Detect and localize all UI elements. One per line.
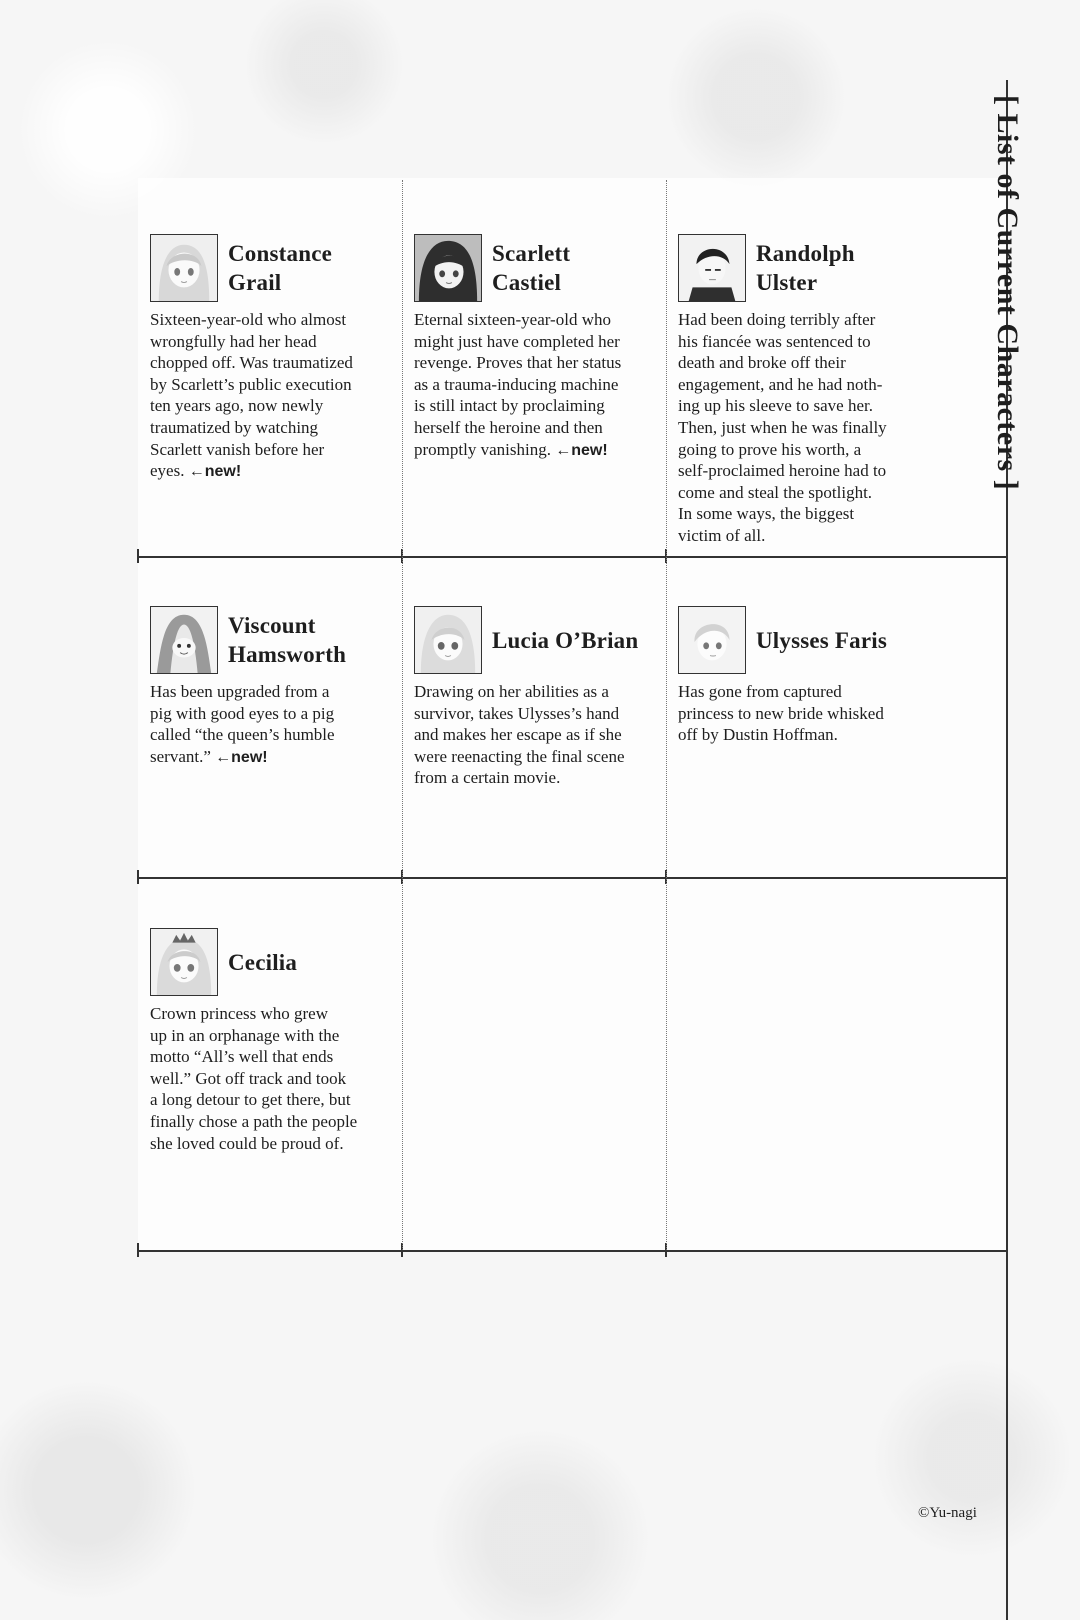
- character-description: Has gone from captured princess to new bride whisked off by Dustin Hoffman.: [678, 682, 884, 745]
- row-divider-3: [138, 1250, 1006, 1252]
- character-name: Randolph Ulster: [756, 241, 855, 295]
- character-description: Has been upgraded from a pig with good eyes to a pig called “the queen’s humble servant.” ←new!: [150, 682, 335, 766]
- character-card-ulysses: [678, 604, 914, 746]
- blonde-girl-portrait-icon: [414, 606, 482, 674]
- column-divider-1: [402, 180, 403, 1250]
- light-haired-girl-portrait-icon: [150, 234, 218, 302]
- character-description: Sixteen-year-old who almost wrongfully had her head chopped off. Was traumatized by Scarlett’s public execution ten years ago, now newly traumatized by watching Scarlett vanish before her eyes. ←new!: [150, 310, 353, 481]
- character-name: Viscount Hamsworth: [228, 613, 347, 667]
- short-haired-boy-portrait-icon: [678, 606, 746, 674]
- character-description: Eternal sixteen-year-old who might just have completed her revenge. Proves that her status as a trauma-inducing machine is still intact by proclaiming herself the heroine and then promptly vanishing. ←new!: [414, 310, 622, 459]
- character-description: Crown princess who grew up in an orphanage with the motto “All’s well that ends well.” Got off track and took a long detour to get there, but finally chose a path the people she loved could be proud of.: [150, 1004, 358, 1153]
- row-tick-2: [137, 870, 139, 884]
- side-title: [ List of Current Characters ]: [991, 95, 1024, 491]
- character-card-hamsworth: [150, 604, 386, 768]
- new-badge: ←new!: [555, 441, 608, 459]
- character-name: Scarlett Castiel: [492, 241, 571, 295]
- character-name: Cecilia: [228, 949, 298, 975]
- character-name: Ulysses Faris: [756, 627, 888, 653]
- character-description: Had been doing terribly after his fiancée was sentenced to death and broke off their engagement, and he had noth- ing up his sleeve to save her. Then, just when he was finally going to prove his worth, a self-proclaimed heroine had to come and steal the spotlight. In some ways, the biggest victim of all.: [678, 310, 887, 545]
- column-divider-2: [666, 180, 667, 1250]
- new-badge: ←new!: [215, 748, 268, 766]
- row-divider-1: [138, 556, 1006, 558]
- girl-with-tiara-portrait-icon: [150, 928, 218, 996]
- row-tick-3: [137, 1243, 139, 1257]
- row-tick-1: [137, 549, 139, 563]
- row-divider-2: [138, 877, 1006, 879]
- hooded-man-portrait-icon: [150, 606, 218, 674]
- character-card-scarlett: [414, 232, 650, 461]
- character-card-randolph: [678, 232, 914, 547]
- character-name: Lucia O’Brian: [492, 627, 639, 653]
- dark-haired-man-portrait-icon: [678, 234, 746, 302]
- dark-haired-girl-portrait-icon: [414, 234, 482, 302]
- new-badge: ←new!: [188, 463, 242, 481]
- copyright-notice: ©Yu-nagi: [918, 1505, 977, 1521]
- character-card-cecilia: [150, 926, 386, 1154]
- character-card-constance: [150, 232, 386, 483]
- character-name: Constance Grail: [228, 241, 333, 295]
- character-description: Drawing on her abilities as a survivor, takes Ulysses’s hand and makes her escape as if she were reenacting the final scene from a certain movie.: [414, 682, 625, 788]
- character-card-lucia: [414, 604, 650, 789]
